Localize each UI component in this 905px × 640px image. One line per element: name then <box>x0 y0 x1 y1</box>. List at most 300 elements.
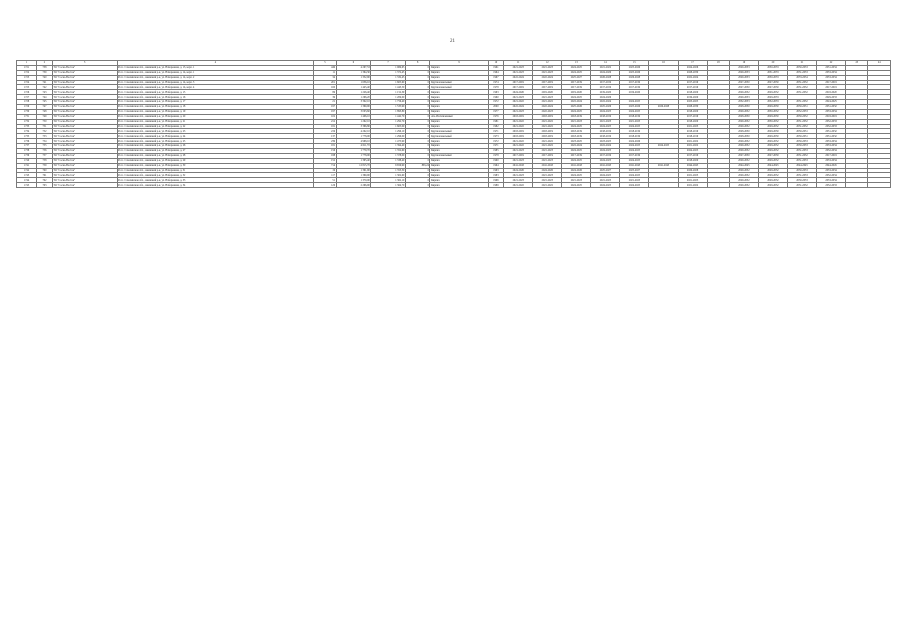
table-cell: Росс. Сахалинская обл., Анивский р-н, ул. Набережная, д. 23 <box>117 129 314 134</box>
table-cell: 212 <box>314 119 336 124</box>
table-cell: 2031-2032 <box>787 85 816 90</box>
table-cell: Росс. Сахалинская обл., Анивский р-н, ул. Набережная, д. 18 <box>117 105 314 110</box>
table-cell: 2031-2032 <box>787 100 816 105</box>
table-cell: 2026-2028 <box>620 75 649 80</box>
table-cell: 0 <box>405 114 430 119</box>
table-cell: 1 372,45 <box>371 70 406 75</box>
table-cell: 760 <box>37 168 53 173</box>
table-cell: 2021-2022 <box>504 100 533 105</box>
table-cell: 1 352,60 <box>371 149 406 154</box>
table-cell: 2018-2020 <box>817 90 846 95</box>
column-header: 21 <box>787 61 816 66</box>
table-cell: 2019-2020 <box>562 90 591 95</box>
table-cell: 2024-2026 <box>533 168 562 173</box>
table-cell: Кирпич <box>430 90 488 95</box>
table-cell: 1 442,70 <box>371 114 406 119</box>
table-cell: 2024-2025 <box>620 124 649 129</box>
table-cell: 1 152,39 <box>371 90 406 95</box>
table-cell: 2024-2025 <box>620 173 649 178</box>
table-cell: 51 <box>314 178 336 183</box>
table-cell: 2027-2030 <box>758 153 787 158</box>
table-cell: 2017-2019 <box>562 85 591 90</box>
table-cell: 2021-2022 <box>504 183 533 188</box>
table-cell: 219 <box>314 129 336 134</box>
table-cell: 2033-2034 <box>817 75 846 80</box>
table-cell: 1 369,90 <box>336 105 371 110</box>
table-cell: 0 <box>405 168 430 173</box>
table-cell: ТО "Сосна-Восток" <box>52 80 117 85</box>
table-cell: 2021-2023 <box>562 178 591 183</box>
table-cell: 2021-2022 <box>504 144 533 149</box>
table-cell: 1 364,30 <box>336 70 371 75</box>
table-cell: Кирпич <box>430 168 488 173</box>
table-cell: 2028-2030 <box>729 114 758 119</box>
table-cell: 2041-2043 <box>562 163 591 168</box>
table-cell: 2024-2025 <box>591 173 620 178</box>
table-cell: 2018-2019 <box>533 114 562 119</box>
table-cell: 0 <box>405 134 430 139</box>
table-cell: 2031-2033 <box>787 149 816 154</box>
table-cell: 1741 <box>17 163 37 168</box>
table-cell: 4 968,10 <box>336 139 371 144</box>
table-cell: 1 778,00 <box>336 134 371 139</box>
table-cell: 2024-2025 <box>620 158 649 163</box>
table-cell: 2024-2025 <box>620 144 649 149</box>
table-cell: 1721 <box>17 65 37 70</box>
table-cell: 1 378,00 <box>371 153 406 158</box>
table-cell: 2021-2023 <box>533 65 562 70</box>
table-cell: 1 391,90 <box>336 168 371 173</box>
table-cell: 2028-2030 <box>729 129 758 134</box>
table-cell: 2024-2025 <box>562 65 591 70</box>
table-cell: Кирпич <box>430 163 488 168</box>
table-cell: 0 <box>405 75 430 80</box>
table-cell: 2029-2032 <box>758 158 787 163</box>
table-cell: Росс. Сахалинская обл., Анивский р-н, ул. Набережная, д. 15 <box>117 90 314 95</box>
table-cell: 0 <box>405 90 430 95</box>
table-cell: 2018-2020 <box>678 90 707 95</box>
table-cell: 2033-2034 <box>817 178 846 183</box>
table-cell: Кирпич <box>430 75 488 80</box>
table-cell: ТО "Сосна-Восток" <box>52 119 117 124</box>
column-header: 19 <box>729 61 758 66</box>
table-cell: 2033-2034 <box>817 109 846 114</box>
table-cell: 2029-2032 <box>758 183 787 188</box>
column-header: 13 <box>562 61 591 66</box>
table-cell: 160 <box>314 85 336 90</box>
table-cell: 0 <box>405 139 430 144</box>
table-cell: 2032-2033 <box>817 124 846 129</box>
table-cell: 754 <box>37 139 53 144</box>
table-cell: Ато-Изобличенный <box>430 114 488 119</box>
table-cell: 2017-2019 <box>620 85 649 90</box>
table-cell: 1732 <box>17 119 37 124</box>
table-cell: 2024-2025 <box>591 183 620 188</box>
table-cell: 0 <box>405 85 430 90</box>
table-cell: 2018-2019 <box>533 129 562 134</box>
table-cell: 2024-2025 <box>620 100 649 105</box>
column-header: 3 <box>52 61 117 66</box>
table-cell: 2024-2025 <box>562 109 591 114</box>
table-cell: 2025-2026 <box>620 65 649 70</box>
table-cell: ТО "Сосна-Восток" <box>52 168 117 173</box>
table-cell: 2021-2023 <box>620 119 649 124</box>
table-cell: 748 <box>37 109 53 114</box>
table-cell: Крупнопанельный <box>430 129 488 134</box>
table-cell: ТО "Сосна-Восток" <box>52 105 117 110</box>
table-cell: 1733 <box>17 124 37 129</box>
table-cell: 2027-2030 <box>729 85 758 90</box>
table-cell: 1724 <box>17 80 37 85</box>
table-cell: 2029-2032 <box>729 173 758 178</box>
table-cell: 2029-2032 <box>729 139 758 144</box>
table-cell: 2017-2019 <box>678 80 707 85</box>
table-cell: 2029-2032 <box>758 90 787 95</box>
table-cell: 1996 <box>488 178 504 183</box>
table-cell: 1739 <box>17 153 37 158</box>
table-cell: 2030-2033 <box>758 75 787 80</box>
table-cell: 0 <box>405 158 430 163</box>
table-cell: 1 302,60 <box>371 173 406 178</box>
table-cell: 2031-2032 <box>817 129 846 134</box>
table-cell: 2029-2032 <box>758 168 787 173</box>
table-cell: 2028-2030 <box>729 105 758 110</box>
table-cell: 2032-2033 <box>787 109 816 114</box>
table-cell: Кирпич <box>430 149 488 154</box>
column-header: 20 <box>758 61 787 66</box>
table-cell: 2025-2027 <box>562 75 591 80</box>
table-cell: 2032-2034 <box>817 149 846 154</box>
table-cell: 759 <box>37 163 53 168</box>
table-cell: 2030-2032 <box>758 119 787 124</box>
column-header: 9 <box>430 61 488 66</box>
table-cell: 2031-2033 <box>787 173 816 178</box>
table-cell: 181 <box>314 144 336 149</box>
table-cell: 1 636,10 <box>336 80 371 85</box>
table-cell: 1743 <box>17 173 37 178</box>
table-cell: 1964 <box>488 70 504 75</box>
table-cell: Кирпич <box>430 178 488 183</box>
table-cell: 117 <box>314 173 336 178</box>
table-cell: ТО "Сосна-Восток" <box>52 100 117 105</box>
table-cell: 2044-2045 <box>678 163 707 168</box>
table-cell: 2017-2019 <box>591 85 620 90</box>
table-cell: 2029-2033 <box>729 70 758 75</box>
column-header: 10 <box>488 61 504 66</box>
table-cell: 2021-2023 <box>533 158 562 163</box>
table-cell: 763 <box>37 183 53 188</box>
table-cell: 2031-2034 <box>817 65 846 70</box>
table-cell: 742 <box>37 85 53 90</box>
table-cell: 2044-2045 <box>758 163 787 168</box>
table-cell: 1 292,70 <box>371 119 406 124</box>
table-cell: 2030-2032 <box>758 109 787 114</box>
table-cell: 0 <box>405 70 430 75</box>
table-cell: 0 <box>405 124 430 129</box>
table-cell: 1974 <box>488 80 504 85</box>
table-cell: 0 <box>405 153 430 158</box>
table-cell: 1 394,40 <box>371 144 406 149</box>
table-cell: 0 <box>405 144 430 149</box>
table-cell: 2025-2026 <box>591 105 620 110</box>
table-cell: 2021-2023 <box>678 173 707 178</box>
table-cell: 0 <box>405 178 430 183</box>
table-cell: 2023-2025 <box>591 139 620 144</box>
table-cell: 2021-2023 <box>504 158 533 163</box>
table-cell: ТО "Сосна-Восток" <box>52 139 117 144</box>
table-cell: 2025-2026 <box>562 105 591 110</box>
table-cell: 744 <box>37 95 53 100</box>
table-cell: 11 <box>314 70 336 75</box>
table-cell: Росс. Сахалинская обл., Анивский р-н, ул. Набережная, д. 14, корп. 1 <box>117 70 314 75</box>
table-cell: 2018-2019 <box>504 134 533 139</box>
table-cell: 2029-2032 <box>729 158 758 163</box>
table-cell: 2029-2032 <box>729 144 758 149</box>
table-cell: ТО "Сосна-Восток" <box>52 163 117 168</box>
table-cell: 1 364,70 <box>371 183 406 188</box>
table-cell: 449 <box>314 65 336 70</box>
table-cell: Росс. Сахалинская обл., Анивский р-н, ул. Набережная, д. 14, корп. 4 <box>117 85 314 90</box>
table-cell: 2024-2025 <box>591 149 620 154</box>
table-cell: 2021-2022 <box>533 139 562 144</box>
column-header: 1 <box>17 61 37 66</box>
column-header: 6 <box>336 61 371 66</box>
table-cell: 2033-2034 <box>817 168 846 173</box>
table-cell: 2029-2033 <box>729 65 758 70</box>
table-cell: 1 209,00 <box>371 95 406 100</box>
page-number: 21 <box>450 39 455 44</box>
table-cell: 21 <box>314 100 336 105</box>
table-cell: 2024-2025 <box>620 109 649 114</box>
table-cell: 1726 <box>17 90 37 95</box>
table-cell: 156 <box>314 149 336 154</box>
table-cell: 2024-2026 <box>678 65 707 70</box>
table-cell: 239 <box>314 139 336 144</box>
table-cell: 2021-2022 <box>678 144 707 149</box>
table-cell: 2021-2023 <box>620 178 649 183</box>
table-cell: 2017-2019 <box>504 85 533 90</box>
table-cell: 1744 <box>17 178 37 183</box>
table-cell: 2024-2025 <box>649 144 678 149</box>
table-cell: 2018-2020 <box>678 119 707 124</box>
table-cell: 2018-2019 <box>562 114 591 119</box>
table-cell: 1963 <box>488 168 504 173</box>
table-cell: 2024-2025 <box>678 149 707 154</box>
table-cell: 2025-2026 <box>620 70 649 75</box>
table-cell: 2023-2025 <box>562 139 591 144</box>
table-cell: Росс. Сахалинская обл., Анивский р-н, ул. Набережная, д. 13, корп. 1 <box>117 65 314 70</box>
table-cell: 2022-2023 <box>533 109 562 114</box>
table-cell: 1976 <box>488 114 504 119</box>
table-cell: 1977 <box>488 109 504 114</box>
table-cell: 1 226,40 <box>336 90 371 95</box>
table-cell: 2028-2030 <box>678 70 707 75</box>
table-cell: 201 <box>314 80 336 85</box>
table-cell: Кирпич <box>430 183 488 188</box>
table-cell: 2017-2019 <box>504 153 533 158</box>
table-cell: 741 <box>37 80 53 85</box>
table-cell: 2032-2034 <box>817 173 846 178</box>
table-cell: 753 <box>37 134 53 139</box>
table-cell: 2033-2034 <box>817 144 846 149</box>
table-cell: 2025-2027 <box>591 168 620 173</box>
table-cell: 0 <box>405 100 430 105</box>
table-cell: 1731 <box>17 114 37 119</box>
table-cell: 1978 <box>488 85 504 90</box>
table-cell: ТО "Сосна-Восток" <box>52 144 117 149</box>
table-cell: 2027-2030 <box>729 153 758 158</box>
table-cell: 2021-2022 <box>533 183 562 188</box>
table-cell: 1 443,50 <box>371 85 406 90</box>
table-cell: 1 893,80 <box>371 109 406 114</box>
table-cell: 1981 <box>488 119 504 124</box>
table-cell: 0 <box>405 119 430 124</box>
table-cell: 2018-2019 <box>562 134 591 139</box>
table-cell: 2018-2019 <box>678 129 707 134</box>
table-cell: Кирпич <box>430 105 488 110</box>
column-header: 7 <box>371 61 406 66</box>
table-cell: 2031-2033 <box>758 70 787 75</box>
table-cell: Росс. Сахалинская обл., Анивский р-н, ул. Набережная, д. 16 <box>117 95 314 100</box>
table-cell: ТО "Сосна-Восток" <box>52 158 117 163</box>
table-cell: 752 <box>37 129 53 134</box>
table-cell: Росс. Сахалинская обл., Анивский р-н, ул. Набережная, д. 21 <box>117 119 314 124</box>
table-cell: 2044-2045 <box>817 163 846 168</box>
table-cell: 2021-2023 <box>504 178 533 183</box>
table-cell: Росс. Сахалинская обл., Анивский р-н, ул. Набережная, д. 31 <box>117 168 314 173</box>
table-cell: Кирпич <box>430 124 488 129</box>
table-cell: 1725 <box>17 85 37 90</box>
table-cell: Росс. Сахалинская обл., Анивский р-н, ул. Набережная, д. 17 <box>117 100 314 105</box>
table-cell: 1 296,00 <box>371 134 406 139</box>
table-cell: 2017-2019 <box>533 153 562 158</box>
column-header: 23 <box>846 61 868 66</box>
table-cell: ТО "Сосна-Восток" <box>52 173 117 178</box>
table-cell: 1971 <box>488 144 504 149</box>
table-cell: 1 605,60 <box>371 80 406 85</box>
table-cell: 2018-2019 <box>678 134 707 139</box>
column-header: 11 <box>504 61 533 66</box>
table-cell: Росс. Сахалинская обл., Анивский р-н, ул. Набережная, д. 33 <box>117 178 314 183</box>
table-cell: ТО "Сосна-Восток" <box>52 109 117 114</box>
table-cell: Росс. Сахалинская обл., Анивский р-н, ул. Набережная, д. 19 <box>117 109 314 114</box>
table-cell: ТО "Сосна-Восток" <box>52 124 117 129</box>
table-cell: 0 <box>405 65 430 70</box>
table-cell: 2030-2032 <box>787 114 816 119</box>
table-cell: ТО "Сосна-Восток" <box>52 85 117 90</box>
table-cell: 2029-2032 <box>729 178 758 183</box>
table-cell: 2024-2025 <box>562 183 591 188</box>
table-cell: 2027-2030 <box>729 80 758 85</box>
table-cell: 2031-2033 <box>787 70 816 75</box>
table-cell: 2031-2032 <box>817 105 846 110</box>
table-cell: 2025-2026 <box>620 105 649 110</box>
table-cell: 2017-2019 <box>678 153 707 158</box>
table-cell: 4 202,10 <box>336 129 371 134</box>
table-cell: 2030-2033 <box>787 144 816 149</box>
table-cell: Кирпич <box>430 173 488 178</box>
table-cell: Росс. Сахалинская обл., Анивский р-н, ул. Набережная, д. 29 <box>117 158 314 163</box>
table-cell: 1 370,00 <box>336 178 371 183</box>
table-cell: 2021-2023 <box>504 65 533 70</box>
table-cell: 188 <box>314 153 336 158</box>
table-cell: 2021-2022 <box>533 144 562 149</box>
table-cell: 2025-2027 <box>620 168 649 173</box>
table-cell: 1972 <box>488 139 504 144</box>
table-cell: 0 <box>405 80 430 85</box>
table-cell: Росс. Сахалинская обл., Анивский р-н, ул. Набережная, д. 24 <box>117 134 314 139</box>
table-cell: 739 <box>37 70 53 75</box>
table-cell: 762 <box>37 178 53 183</box>
table-cell: 2033-2034 <box>817 70 846 75</box>
table-cell: 2024-2025 <box>562 124 591 129</box>
table-cell: 2019-2020 <box>620 90 649 95</box>
table-cell: 2033-2034 <box>817 139 846 144</box>
table-cell: 197 <box>314 109 336 114</box>
table-cell: 2018-2019 <box>620 114 649 119</box>
table-cell: 2017-2019 <box>620 80 649 85</box>
table-cell: 1735 <box>17 134 37 139</box>
table-cell: 2000 <box>488 105 504 110</box>
table-cell: 2022-2024 <box>562 144 591 149</box>
table-cell: 2028-2030 <box>758 114 787 119</box>
table-cell: 1978 <box>488 153 504 158</box>
table-cell: 3 302,10 <box>336 100 371 105</box>
table-cell: 756 <box>37 149 53 154</box>
table-cell: 1 778,00 <box>336 153 371 158</box>
column-header: 24 <box>868 61 891 66</box>
table-cell: 1 352,90 <box>336 75 371 80</box>
table-cell: 2018-2019 <box>817 114 846 119</box>
table-cell: Росс. Сахалинская обл., Анивский р-н, ул. Набережная, д. 14, корп. 3 <box>117 80 314 85</box>
table-cell: 1 369,90 <box>336 173 371 178</box>
table-cell: 39 <box>314 95 336 100</box>
table-cell: 2031-2032 <box>817 134 846 139</box>
table-cell: 2029-2033 <box>729 95 758 100</box>
table-cell: 2022-2024 <box>504 105 533 110</box>
table-cell: 2017-2019 <box>817 80 846 85</box>
table-cell: 1723 <box>17 75 37 80</box>
table-cell: 4 297,53 <box>336 65 371 70</box>
table-cell: 1961 <box>488 65 504 70</box>
table-cell: 1960 <box>488 95 504 100</box>
table-cell: 2031-2032 <box>787 124 816 129</box>
table-cell: 181 <box>314 124 336 129</box>
table-cell: 1967 <box>488 75 504 80</box>
table-cell: 2018-2019 <box>591 129 620 134</box>
column-header: 18 <box>707 61 729 66</box>
table-cell: Росс. Сахалинская обл., Анивский р-н, ул. Набережная, д. 32 <box>117 173 314 178</box>
table-cell: 2022-2024 <box>533 105 562 110</box>
table-cell: 2017-2019 <box>533 85 562 90</box>
table-cell: 2021-2023 <box>533 70 562 75</box>
table-cell: 2021-2023 <box>504 70 533 75</box>
table-cell: 2024-2026 <box>591 95 620 100</box>
table-cell: 2031-2032 <box>787 183 816 188</box>
table-cell: Кирпич <box>430 119 488 124</box>
table-cell: 2018-2019 <box>591 134 620 139</box>
table-cell: 750 <box>37 119 53 124</box>
table-cell: 2024-2025 <box>817 100 846 105</box>
table-cell: 2021-2022 <box>504 124 533 129</box>
table-cell: 2021-2023 <box>504 109 533 114</box>
column-header: 14 <box>591 61 620 66</box>
table-cell: 197 <box>314 105 336 110</box>
table-cell: 2021-2023 <box>533 149 562 154</box>
table-cell: 34 <box>314 75 336 80</box>
column-header: 16 <box>649 61 678 66</box>
table-cell: Крупнопанельный <box>430 80 488 85</box>
